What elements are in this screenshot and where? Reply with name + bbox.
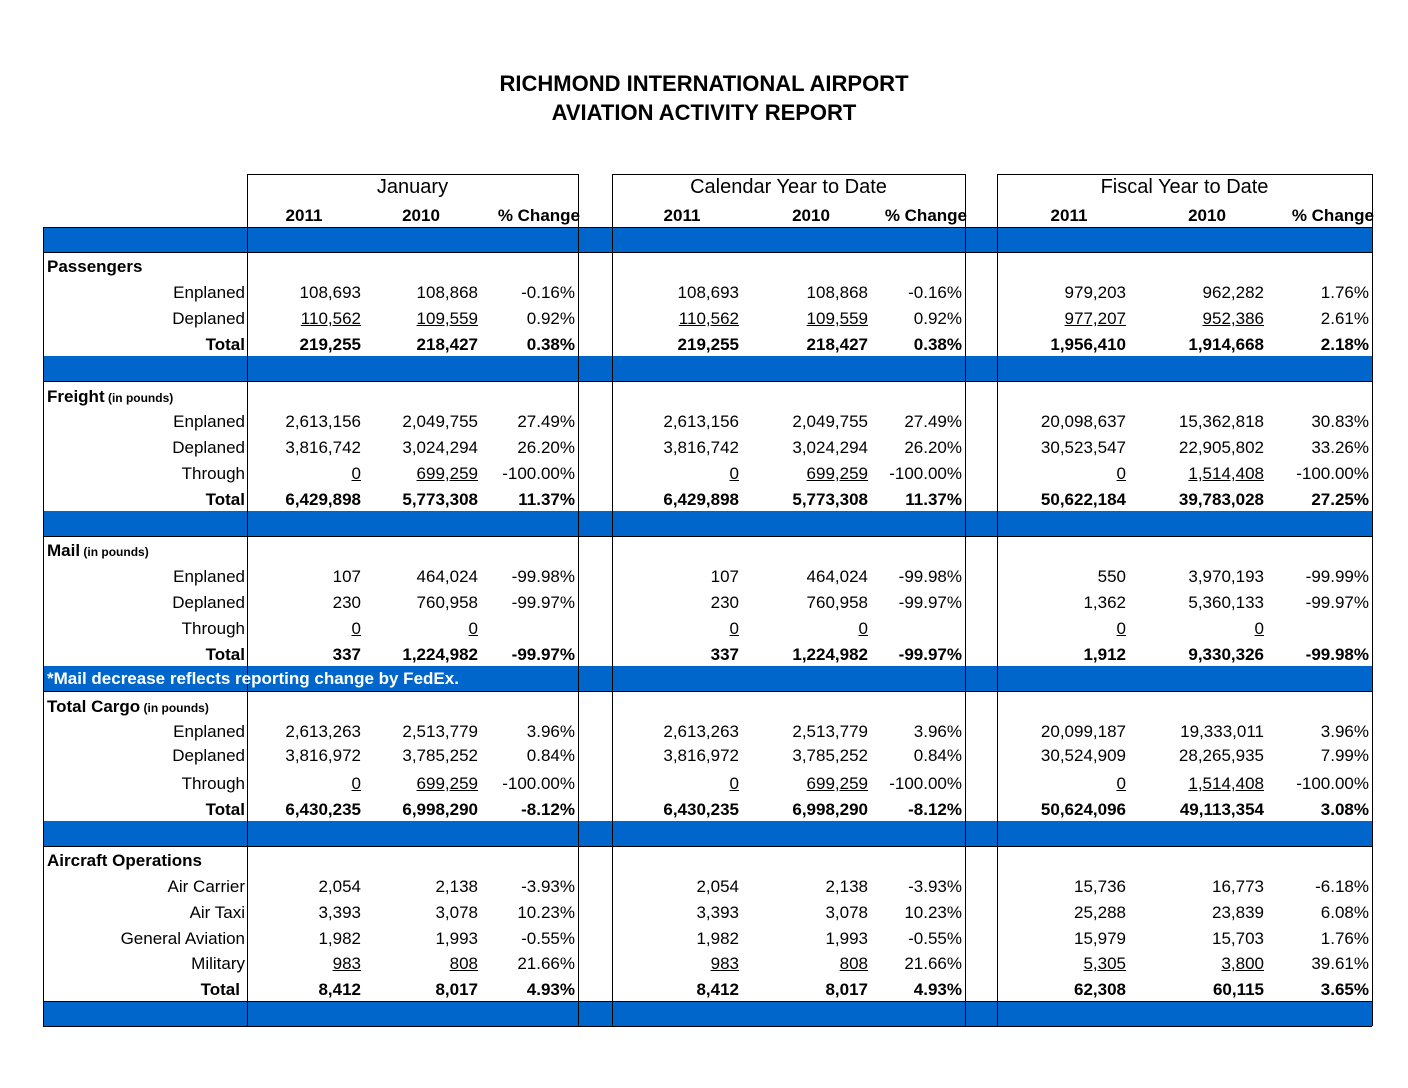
section-unit-label: (in pounds) [140,701,209,715]
row-label-deplaned: Deplaned [172,438,245,457]
table-cell: 0 [729,774,739,793]
row-label-total: Total [205,800,245,819]
table-cell: 218,427 [416,335,478,354]
table-cell: 808 [449,954,478,973]
table-cell: 1,912 [1083,645,1126,664]
table-cell: 2,513,779 [402,722,478,741]
table-cell: 21.66% [904,954,962,973]
table-cell: 26.20% [904,438,962,457]
column-header-2010: 2010 [402,206,440,225]
row-label-deplaned: Deplaned [172,746,245,765]
table-cell: 2,054 [696,877,739,896]
table-cell: 10.23% [904,903,962,922]
table-cell: 1,914,668 [1188,335,1264,354]
table-cell: -99.98% [1305,645,1369,664]
table-cell: 5,305 [1083,954,1126,973]
table-cell: 699,259 [416,774,478,793]
table-cell: -100.00% [502,774,575,793]
table-cell: 50,622,184 [1040,490,1126,509]
table-cell: 1,982 [318,929,361,948]
table-cell: 0.84% [526,746,575,765]
table-cell: 6,430,235 [663,800,739,819]
table-cell: 0 [351,464,361,483]
table-cell: 39,783,028 [1178,490,1264,509]
row-label-total: Total [205,490,245,509]
table-cell: 108,693 [677,283,739,302]
section-title-passengers [47,257,142,277]
table-cell: 0 [729,464,739,483]
section-title-total-cargo [47,697,209,718]
section-title-aircraft-operations [47,851,202,871]
table-cell: 3,785,252 [402,746,478,765]
table-cell: -0.16% [908,283,962,302]
row-border [43,252,1372,253]
column-header-2010: 2010 [792,206,830,225]
column-border [578,174,579,1026]
table-cell: -3.93% [521,877,575,896]
blue-band [43,1001,1372,1026]
table-cell: 337 [332,645,361,664]
row-label-military: Military [191,954,245,973]
row-label-through: Through [181,619,245,638]
table-cell: 23,839 [1212,903,1264,922]
table-cell: 6.08% [1320,903,1369,922]
table-cell: 22,905,802 [1178,438,1264,457]
column-header--change: % Change [1291,206,1374,225]
blue-band [43,511,1372,536]
table-cell: -99.97% [511,645,575,664]
table-cell: 6,429,898 [663,490,739,509]
blue-band [43,227,1372,252]
table-cell: 109,559 [806,309,868,328]
column-border [965,174,966,1026]
table-cell: -8.12% [908,800,962,819]
table-cell: 27.49% [904,412,962,431]
table-cell: 3,785,252 [792,746,868,765]
row-label-enplaned: Enplaned [173,567,245,586]
table-cell: -100.00% [502,464,575,483]
table-cell: 3,024,294 [402,438,478,457]
table-cell: 3,024,294 [792,438,868,457]
section-title-text: Passengers [47,257,143,276]
table-cell: 3,816,972 [663,746,739,765]
table-cell: 0 [1116,774,1126,793]
table-cell: 6,998,290 [792,800,868,819]
table-cell: 8,412 [318,980,361,999]
table-cell: 11.37% [518,490,575,509]
table-cell: 27.25% [1311,490,1369,509]
group-header-calendar-year-to-date: Calendar Year to Date [690,176,887,198]
report-title-line1: RICHMOND INTERNATIONAL AIRPORT [499,71,909,96]
row-border [43,381,1372,382]
table-cell: 108,868 [806,283,868,302]
column-header--change: % Change [497,206,580,225]
table-cell: 977,207 [1064,309,1126,328]
table-cell: 464,024 [416,567,478,586]
table-cell: 1,514,408 [1188,464,1264,483]
mail-decrease-note: *Mail decrease reflects reporting change by FedEx. [47,669,459,688]
blue-band [43,356,1372,381]
table-cell: -100.00% [889,774,962,793]
table-cell: 1.76% [1320,283,1369,302]
section-title-text: Freight [47,387,105,406]
table-cell: -0.16% [521,283,575,302]
table-cell: 983 [332,954,361,973]
table-cell: 8,017 [435,980,478,999]
table-cell: -99.97% [898,645,962,664]
table-cell: 50,624,096 [1040,800,1126,819]
table-cell: 219,255 [299,335,361,354]
table-cell: 26.20% [517,438,575,457]
blue-band [43,821,1372,846]
table-cell: 0.84% [913,746,962,765]
table-cell: 3,078 [825,903,868,922]
table-cell: 3.65% [1320,980,1369,999]
header-top-border [247,174,578,175]
row-label-through: Through [181,464,245,483]
table-cell: 6,429,898 [285,490,361,509]
table-cell: 5,773,308 [402,490,478,509]
table-cell: 230 [710,593,739,612]
table-left-border [43,227,44,1026]
column-header-2011: 2011 [663,206,701,225]
table-cell: 30,523,547 [1040,438,1126,457]
table-cell: -99.98% [898,567,962,586]
row-label-enplaned: Enplaned [173,722,245,741]
table-cell: 0 [351,774,361,793]
section-unit-label: (in pounds) [104,391,174,405]
table-cell: 2,049,755 [792,412,868,431]
column-header-2011: 2011 [1050,206,1088,225]
table-cell: 109,559 [416,309,478,328]
table-cell: -100.00% [1296,774,1369,793]
table-cell: 0 [729,619,739,638]
table-cell: 218,427 [806,335,868,354]
table-cell: 16,773 [1212,877,1264,896]
section-title-text: Aircraft Operations [47,851,202,870]
row-border [43,1001,1372,1002]
table-cell: 27.49% [517,412,575,431]
section-title-text: Total Cargo [47,697,141,716]
table-cell: 952,386 [1202,309,1264,328]
column-border [1372,174,1373,1026]
table-cell: 20,098,637 [1040,412,1126,431]
table-cell: 15,703 [1212,929,1264,948]
table-cell: 1,993 [435,929,478,948]
table-cell: 1,362 [1083,593,1126,612]
table-cell: 8,017 [825,980,868,999]
table-cell: 2,054 [318,877,361,896]
table-cell: 9,330,326 [1188,645,1264,664]
table-cell: 0.92% [913,309,962,328]
table-cell: 3,800 [1221,954,1264,973]
table-cell: 20,099,187 [1040,722,1126,741]
table-cell: 6,430,235 [285,800,361,819]
table-cell: 19,333,011 [1180,722,1264,741]
table-cell: 8,412 [696,980,739,999]
table-cell: 2,049,755 [402,412,478,431]
table-cell: 10.23% [517,903,575,922]
table-cell: 699,259 [806,774,868,793]
row-label-through: Through [181,774,245,793]
table-cell: 25,288 [1074,903,1126,922]
header-bottom-border [43,227,1372,228]
table-cell: 1,224,982 [792,645,868,664]
table-cell: 3,816,742 [663,438,739,457]
table-cell: 7.99% [1320,746,1369,765]
table-cell: 0 [351,619,361,638]
table-cell: 1,514,408 [1188,774,1264,793]
table-cell: 3,816,972 [285,746,361,765]
table-cell: 107 [332,567,361,586]
table-cell: 2,613,263 [663,722,739,741]
header-top-border [997,174,1372,175]
row-label-total: Total [205,335,245,354]
table-cell: -99.97% [898,593,962,612]
row-label-deplaned: Deplaned [172,593,245,612]
row-label-general-aviation: General Aviation [120,929,245,948]
column-header-2011: 2011 [285,206,323,225]
table-cell: 962,282 [1202,283,1264,302]
table-cell: 0.38% [526,335,575,354]
table-cell: 3,393 [318,903,361,922]
table-cell: 979,203 [1064,283,1126,302]
table-cell: 983 [710,954,739,973]
table-cell: 1,224,982 [402,645,478,664]
table-cell: -99.97% [511,593,575,612]
table-cell: 3,816,742 [285,438,361,457]
column-header-2010: 2010 [1188,206,1226,225]
table-cell: 33.26% [1311,438,1369,457]
table-cell: 108,868 [416,283,478,302]
table-cell: 2,138 [825,877,868,896]
row-label-deplaned: Deplaned [172,309,245,328]
table-cell: 760,958 [806,593,868,612]
table-cell: 3.96% [526,722,575,741]
table-cell: 110,562 [300,309,361,328]
table-cell: 3,970,193 [1188,567,1264,586]
table-cell: 21.66% [517,954,575,973]
table-cell: 1,982 [696,929,739,948]
table-cell: 3,078 [435,903,478,922]
section-title-freight [47,387,173,408]
table-cell: -100.00% [1296,464,1369,483]
table-cell: 219,255 [677,335,739,354]
table-cell: 464,024 [806,567,868,586]
table-cell: 808 [839,954,868,973]
group-header-fiscal-year-to-date: Fiscal Year to Date [1100,176,1269,198]
table-cell: 15,362,818 [1178,412,1264,431]
table-cell: 2,613,156 [285,412,361,431]
table-cell: 30.83% [1311,412,1369,431]
table-cell: 62,308 [1074,980,1126,999]
table-cell: 107 [710,567,739,586]
table-cell: 550 [1097,567,1126,586]
row-border [43,536,1372,537]
table-cell: 4.93% [526,980,575,999]
section-unit-label: (in pounds) [80,545,149,559]
column-header--change: % Change [884,206,967,225]
row-label-air-carrier: Air Carrier [167,877,245,896]
table-cell: 49,113,354 [1179,800,1264,819]
section-title-text: Mail [47,541,81,560]
row-label-total: Total [205,645,245,664]
table-cell: -99.99% [1305,567,1369,586]
table-cell: 28,265,935 [1178,746,1264,765]
table-cell: -6.18% [1315,877,1369,896]
table-cell: 3,393 [696,903,739,922]
table-cell: 760,958 [416,593,478,612]
table-cell: 699,259 [806,464,868,483]
table-cell: 110,562 [678,309,739,328]
table-bottom-border [43,1026,1372,1027]
table-cell: 3.96% [1320,722,1369,741]
table-cell: 0 [1254,619,1264,638]
table-cell: 6,998,290 [402,800,478,819]
table-cell: 230 [332,593,361,612]
table-cell: 2,613,156 [663,412,739,431]
table-cell: -100.00% [889,464,962,483]
table-cell: 108,693 [299,283,361,302]
table-cell: 2.18% [1320,335,1369,354]
table-cell: 3.08% [1320,800,1369,819]
row-border [43,691,1372,692]
table-cell: 2,513,779 [792,722,868,741]
table-cell: -0.55% [521,929,575,948]
table-cell: 30,524,909 [1040,746,1126,765]
table-cell: 0 [1116,464,1126,483]
table-cell: 0.38% [913,335,962,354]
table-cell: 0 [1116,619,1126,638]
table-cell: 15,736 [1074,877,1126,896]
table-cell: 11.37% [905,490,962,509]
table-cell: 1.76% [1320,929,1369,948]
row-label-enplaned: Enplaned [173,283,245,302]
report-title-line2: AVIATION ACTIVITY REPORT [551,100,857,125]
table-cell: -99.98% [511,567,575,586]
table-cell: 39.61% [1311,954,1369,973]
table-cell: 0.92% [526,309,575,328]
table-cell: -3.93% [908,877,962,896]
table-cell: -8.12% [521,800,575,819]
row-label-total: Total [200,980,240,999]
row-label-air-taxi: Air Taxi [189,903,245,922]
table-cell: 5,773,308 [792,490,868,509]
table-cell: 699,259 [416,464,478,483]
section-title-mail [47,541,149,562]
header-top-border [612,174,965,175]
table-cell: 2.61% [1320,309,1369,328]
table-cell: 3.96% [913,722,962,741]
table-cell: 2,138 [435,877,478,896]
table-cell: -0.55% [908,929,962,948]
row-label-enplaned: Enplaned [173,412,245,431]
group-header-january: January [376,176,449,198]
table-cell: -99.97% [1305,593,1369,612]
table-cell: 1,993 [825,929,868,948]
table-cell: 4.93% [913,980,962,999]
table-cell: 5,360,133 [1188,593,1264,612]
row-border [43,846,1372,847]
table-cell: 15,979 [1074,929,1126,948]
table-cell: 1,956,410 [1050,335,1126,354]
table-cell: 60,115 [1212,980,1264,999]
table-cell: 0 [858,619,868,638]
table-cell: 2,613,263 [285,722,361,741]
table-cell: 337 [710,645,739,664]
table-cell: 0 [468,619,478,638]
